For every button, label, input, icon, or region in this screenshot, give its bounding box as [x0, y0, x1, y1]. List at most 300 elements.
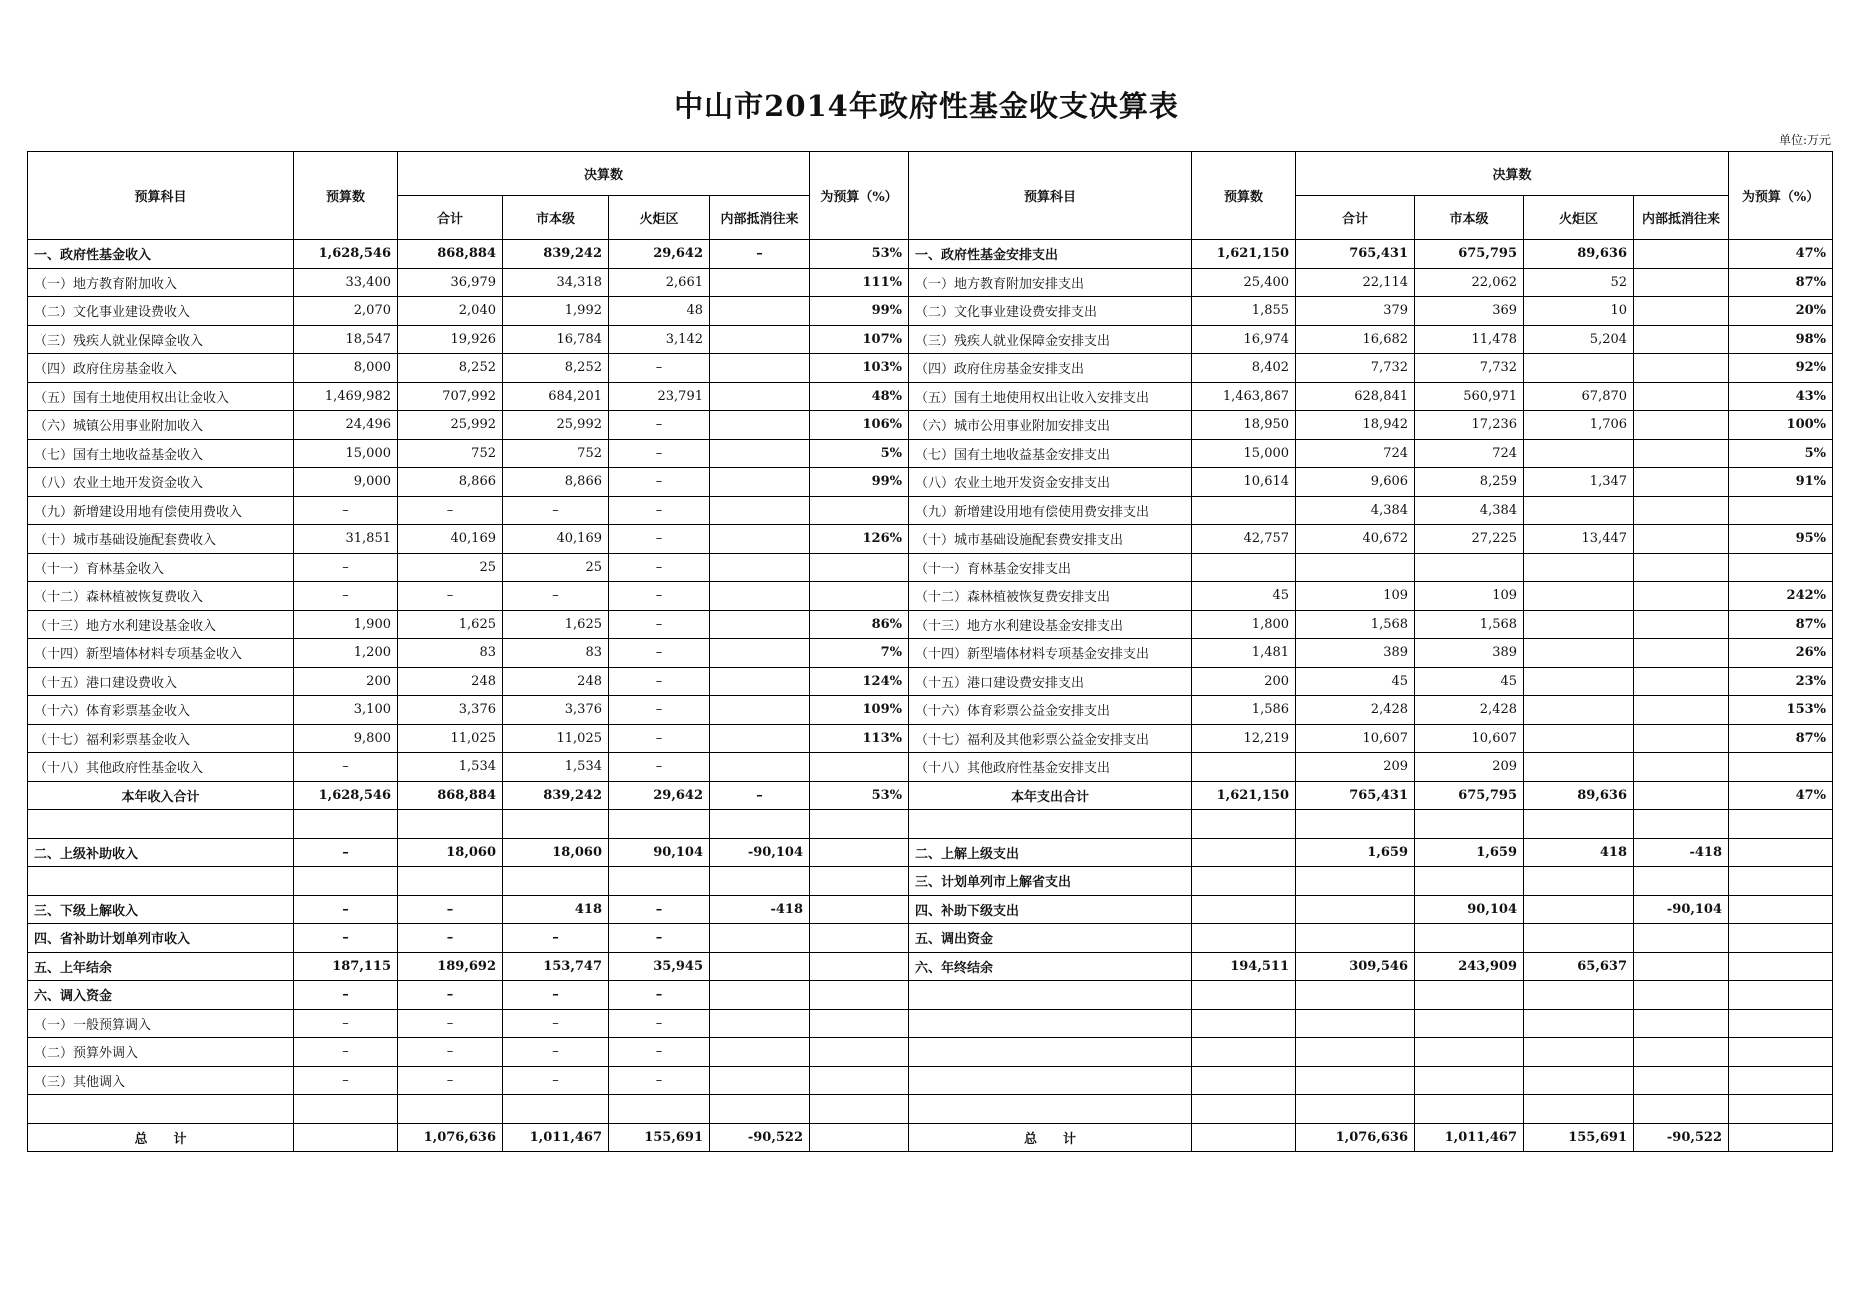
expense-city-cell: [1415, 867, 1524, 896]
table-row: [28, 1009, 1833, 1038]
expense-subject-cell: （十三）地方水利建设基金安排支出: [909, 610, 1192, 639]
expense-offset-cell: [1634, 468, 1729, 497]
expense-torch-cell: [1524, 924, 1634, 953]
income-subject-cell: [28, 1095, 294, 1124]
expense-pct-cell: [1729, 753, 1833, 782]
expense-torch-cell: [1524, 582, 1634, 611]
expense-subject-cell: [909, 981, 1192, 1010]
expense-torch-cell: [1524, 610, 1634, 639]
expense-total-cell: 16,682: [1296, 325, 1415, 354]
income-budget-cell: –: [294, 1009, 398, 1038]
income-city-cell: [503, 1095, 609, 1124]
expense-pct-cell: [1729, 553, 1833, 582]
income-torch-cell: –: [609, 895, 710, 924]
expense-torch-cell: 1,347: [1524, 468, 1634, 497]
table-row: [28, 1066, 1833, 1095]
header-row-1: [28, 152, 1833, 196]
expense-offset-cell: [1634, 268, 1729, 297]
income-total-cell: 707,992: [398, 382, 503, 411]
income-pct-cell: 126%: [810, 525, 909, 554]
expense-pct-cell: [1729, 496, 1833, 525]
table-row: [28, 696, 1833, 725]
income-torch-cell: –: [609, 1066, 710, 1095]
income-total-cell: [398, 1095, 503, 1124]
expense-budget-cell: [1192, 895, 1296, 924]
expense-torch-cell: [1524, 354, 1634, 383]
expense-total-cell: 9,606: [1296, 468, 1415, 497]
income-city-cell: 248: [503, 667, 609, 696]
table-row: [28, 952, 1833, 981]
income-offset-cell: [710, 1038, 810, 1067]
income-torch-cell: –: [609, 696, 710, 725]
income-torch-cell: [609, 810, 710, 839]
expense-total-cell: 1,076,636: [1296, 1123, 1415, 1152]
income-total-cell: 3,376: [398, 696, 503, 725]
expense-torch-cell: 13,447: [1524, 525, 1634, 554]
expense-torch-cell: [1524, 724, 1634, 753]
expense-pct-cell: 26%: [1729, 639, 1833, 668]
income-subject-cell: （九）新增建设用地有偿使用费收入: [28, 496, 294, 525]
header-total-left: 合计: [398, 196, 503, 240]
expense-torch-cell: [1524, 553, 1634, 582]
expense-offset-cell: [1634, 924, 1729, 953]
income-budget-cell: [294, 810, 398, 839]
income-subject-cell: （八）农业土地开发资金收入: [28, 468, 294, 497]
expense-torch-cell: [1524, 1095, 1634, 1124]
expense-total-cell: 22,114: [1296, 268, 1415, 297]
table-row: [28, 781, 1833, 810]
expense-city-cell: 11,478: [1415, 325, 1524, 354]
expense-budget-cell: [1192, 553, 1296, 582]
expense-budget-cell: [1192, 1123, 1296, 1152]
unit-label: 单位:万元: [1778, 133, 1831, 147]
income-pct-cell: 7%: [810, 639, 909, 668]
expense-pct-cell: [1729, 1038, 1833, 1067]
expense-offset-cell: [1634, 1009, 1729, 1038]
expense-torch-cell: [1524, 696, 1634, 725]
income-city-cell: –: [503, 981, 609, 1010]
income-city-cell: 25: [503, 553, 609, 582]
expense-total-cell: 389: [1296, 639, 1415, 668]
income-offset-cell: [710, 981, 810, 1010]
expense-pct-cell: 153%: [1729, 696, 1833, 725]
income-offset-cell: [710, 724, 810, 753]
expense-offset-cell: [1634, 411, 1729, 440]
income-pct-cell: [810, 810, 909, 839]
expense-total-cell: 1,568: [1296, 610, 1415, 639]
header-offset-right: 内部抵消往来: [1634, 196, 1729, 240]
income-pct-cell: [810, 1038, 909, 1067]
expense-torch-cell: [1524, 753, 1634, 782]
expense-budget-cell: 45: [1192, 582, 1296, 611]
expense-total-cell: 379: [1296, 297, 1415, 326]
income-budget-cell: 18,547: [294, 325, 398, 354]
income-total-cell: 8,866: [398, 468, 503, 497]
expense-subject-cell: （十六）体育彩票公益金安排支出: [909, 696, 1192, 725]
income-offset-cell: [710, 753, 810, 782]
income-subject-cell: 六、调入资金: [28, 981, 294, 1010]
expense-torch-cell: [1524, 1009, 1634, 1038]
income-pct-cell: 107%: [810, 325, 909, 354]
expense-offset-cell: [1634, 1095, 1729, 1124]
income-city-cell: –: [503, 1066, 609, 1095]
income-torch-cell: 48: [609, 297, 710, 326]
income-budget-cell: 9,000: [294, 468, 398, 497]
header-torch-right: 火炬区: [1524, 196, 1634, 240]
expense-pct-cell: 23%: [1729, 667, 1833, 696]
income-city-cell: 1,992: [503, 297, 609, 326]
income-city-cell: 18,060: [503, 838, 609, 867]
expense-total-cell: [1296, 981, 1415, 1010]
header-budget-right: 预算数: [1192, 152, 1296, 240]
income-subject-cell: （七）国有土地收益基金收入: [28, 439, 294, 468]
income-city-cell: –: [503, 496, 609, 525]
header-city-left: 市本级: [503, 196, 609, 240]
expense-subject-cell: （九）新增建设用地有偿使用费安排支出: [909, 496, 1192, 525]
income-subject-cell: 总 计: [28, 1123, 294, 1152]
expense-subject-cell: （十五）港口建设费安排支出: [909, 667, 1192, 696]
expense-pct-cell: 100%: [1729, 411, 1833, 440]
expense-budget-cell: 1,481: [1192, 639, 1296, 668]
income-total-cell: 11,025: [398, 724, 503, 753]
expense-budget-cell: 1,800: [1192, 610, 1296, 639]
income-budget-cell: 1,628,546: [294, 781, 398, 810]
income-budget-cell: 24,496: [294, 411, 398, 440]
income-offset-cell: [710, 1009, 810, 1038]
income-total-cell: [398, 867, 503, 896]
income-total-cell: 248: [398, 667, 503, 696]
income-subject-cell: 一、政府性基金收入: [28, 240, 294, 269]
expense-city-cell: 675,795: [1415, 240, 1524, 269]
income-pct-cell: [810, 981, 909, 1010]
expense-torch-cell: [1524, 667, 1634, 696]
table-row: [28, 325, 1833, 354]
expense-pct-cell: 20%: [1729, 297, 1833, 326]
income-subject-cell: （四）政府住房基金收入: [28, 354, 294, 383]
expense-budget-cell: 1,586: [1192, 696, 1296, 725]
income-city-cell: [503, 867, 609, 896]
expense-pct-cell: 47%: [1729, 781, 1833, 810]
expense-subject-cell: 四、补助下级支出: [909, 895, 1192, 924]
expense-city-cell: 22,062: [1415, 268, 1524, 297]
income-budget-cell: –: [294, 753, 398, 782]
table-row: [28, 468, 1833, 497]
income-city-cell: –: [503, 924, 609, 953]
income-offset-cell: [710, 496, 810, 525]
income-torch-cell: –: [609, 639, 710, 668]
expense-pct-cell: [1729, 1066, 1833, 1095]
income-budget-cell: 3,100: [294, 696, 398, 725]
income-pct-cell: 48%: [810, 382, 909, 411]
income-offset-cell: [710, 582, 810, 611]
expense-offset-cell: [1634, 325, 1729, 354]
income-torch-cell: –: [609, 610, 710, 639]
income-torch-cell: –: [609, 496, 710, 525]
income-total-cell: 752: [398, 439, 503, 468]
income-budget-cell: 2,070: [294, 297, 398, 326]
income-subject-cell: （五）国有土地使用权出让金收入: [28, 382, 294, 411]
expense-budget-cell: [1192, 753, 1296, 782]
header-pct-left: 为预算（%）: [810, 152, 909, 240]
expense-torch-cell: [1524, 1038, 1634, 1067]
expense-offset-cell: -90,522: [1634, 1123, 1729, 1152]
income-offset-cell: [710, 411, 810, 440]
income-pct-cell: [810, 1009, 909, 1038]
expense-budget-cell: [1192, 867, 1296, 896]
table-row: [28, 240, 1833, 269]
income-city-cell: 684,201: [503, 382, 609, 411]
header-offset-left: 内部抵消往来: [710, 196, 810, 240]
income-subject-cell: （三）残疾人就业保障金收入: [28, 325, 294, 354]
expense-city-cell: 109: [1415, 582, 1524, 611]
income-offset-cell: [710, 810, 810, 839]
income-pct-cell: 99%: [810, 468, 909, 497]
expense-subject-cell: [909, 1009, 1192, 1038]
income-pct-cell: 99%: [810, 297, 909, 326]
income-total-cell: –: [398, 924, 503, 953]
expense-pct-cell: 87%: [1729, 610, 1833, 639]
income-total-cell: –: [398, 1066, 503, 1095]
expense-offset-cell: [1634, 724, 1729, 753]
table-row: [28, 496, 1833, 525]
expense-pct-cell: 95%: [1729, 525, 1833, 554]
expense-subject-cell: [909, 1038, 1192, 1067]
income-city-cell: 16,784: [503, 325, 609, 354]
expense-torch-cell: [1524, 439, 1634, 468]
expense-total-cell: 724: [1296, 439, 1415, 468]
income-subject-cell: （三）其他调入: [28, 1066, 294, 1095]
expense-torch-cell: 5,204: [1524, 325, 1634, 354]
income-city-cell: 83: [503, 639, 609, 668]
expense-subject-cell: （十）城市基础设施配套费安排支出: [909, 525, 1192, 554]
income-torch-cell: –: [609, 1038, 710, 1067]
expense-torch-cell: [1524, 895, 1634, 924]
expense-pct-cell: [1729, 838, 1833, 867]
income-torch-cell: –: [609, 1009, 710, 1038]
expense-total-cell: [1296, 810, 1415, 839]
income-offset-cell: [710, 354, 810, 383]
income-subject-cell: （十一）育林基金收入: [28, 553, 294, 582]
expense-city-cell: [1415, 924, 1524, 953]
table-row: [28, 924, 1833, 953]
income-torch-cell: –: [609, 411, 710, 440]
income-torch-cell: 3,142: [609, 325, 710, 354]
expense-torch-cell: 1,706: [1524, 411, 1634, 440]
income-total-cell: [398, 810, 503, 839]
income-city-cell: 153,747: [503, 952, 609, 981]
expense-offset-cell: [1634, 553, 1729, 582]
expense-torch-cell: 52: [1524, 268, 1634, 297]
income-torch-cell: 90,104: [609, 838, 710, 867]
page-title: 中山市2014年政府性基金收支决算表: [674, 89, 1179, 123]
table-row: [28, 724, 1833, 753]
expense-budget-cell: [1192, 1038, 1296, 1067]
expense-subject-cell: [909, 1066, 1192, 1095]
expense-city-cell: [1415, 810, 1524, 839]
income-torch-cell: 35,945: [609, 952, 710, 981]
income-pct-cell: [810, 924, 909, 953]
income-city-cell: 40,169: [503, 525, 609, 554]
income-torch-cell: 29,642: [609, 781, 710, 810]
income-city-cell: 11,025: [503, 724, 609, 753]
table-row: [28, 667, 1833, 696]
expense-pct-cell: [1729, 924, 1833, 953]
expense-city-cell: [1415, 981, 1524, 1010]
income-subject-cell: 三、下级上解收入: [28, 895, 294, 924]
expense-pct-cell: 5%: [1729, 439, 1833, 468]
fund-budget-table: [27, 151, 1833, 1152]
expense-offset-cell: [1634, 382, 1729, 411]
income-city-cell: 8,866: [503, 468, 609, 497]
expense-total-cell: [1296, 1038, 1415, 1067]
table-row: [28, 411, 1833, 440]
income-pct-cell: 53%: [810, 781, 909, 810]
income-subject-cell: （六）城镇公用事业附加收入: [28, 411, 294, 440]
expense-city-cell: 8,259: [1415, 468, 1524, 497]
income-torch-cell: [609, 867, 710, 896]
expense-offset-cell: [1634, 354, 1729, 383]
expense-subject-cell: 六、年终结余: [909, 952, 1192, 981]
table-row: [28, 981, 1833, 1010]
expense-subject-cell: （二）文化事业建设费安排支出: [909, 297, 1192, 326]
expense-subject-cell: （七）国有土地收益基金安排支出: [909, 439, 1192, 468]
income-subject-cell: （十二）森林植被恢复费收入: [28, 582, 294, 611]
expense-total-cell: 1,659: [1296, 838, 1415, 867]
income-total-cell: 19,926: [398, 325, 503, 354]
expense-total-cell: [1296, 895, 1415, 924]
expense-subject-cell: [909, 810, 1192, 839]
expense-pct-cell: [1729, 952, 1833, 981]
income-budget-cell: 8,000: [294, 354, 398, 383]
expense-city-cell: 243,909: [1415, 952, 1524, 981]
header-city-right: 市本级: [1415, 196, 1524, 240]
expense-subject-cell: （十八）其他政府性基金安排支出: [909, 753, 1192, 782]
income-budget-cell: 187,115: [294, 952, 398, 981]
income-city-cell: 1,625: [503, 610, 609, 639]
expense-pct-cell: 98%: [1729, 325, 1833, 354]
expense-budget-cell: 1,621,150: [1192, 781, 1296, 810]
expense-budget-cell: [1192, 981, 1296, 1010]
expense-subject-cell: （十四）新型墙体材料专项基金安排支出: [909, 639, 1192, 668]
expense-total-cell: 40,672: [1296, 525, 1415, 554]
expense-torch-cell: 67,870: [1524, 382, 1634, 411]
income-subject-cell: 四、省补助计划单列市收入: [28, 924, 294, 953]
income-subject-cell: （十七）福利彩票基金收入: [28, 724, 294, 753]
income-city-cell: –: [503, 1009, 609, 1038]
income-pct-cell: 103%: [810, 354, 909, 383]
income-budget-cell: –: [294, 553, 398, 582]
income-pct-cell: [810, 496, 909, 525]
income-budget-cell: –: [294, 496, 398, 525]
expense-torch-cell: [1524, 496, 1634, 525]
table-row: [28, 753, 1833, 782]
income-offset-cell: [710, 610, 810, 639]
income-torch-cell: 2,661: [609, 268, 710, 297]
income-torch-cell: [609, 1095, 710, 1124]
income-budget-cell: –: [294, 1038, 398, 1067]
income-subject-cell: （十六）体育彩票基金收入: [28, 696, 294, 725]
income-torch-cell: –: [609, 753, 710, 782]
income-offset-cell: [710, 696, 810, 725]
income-total-cell: –: [398, 981, 503, 1010]
expense-subject-cell: （十七）福利及其他彩票公益金安排支出: [909, 724, 1192, 753]
expense-torch-cell: 10: [1524, 297, 1634, 326]
income-pct-cell: [810, 838, 909, 867]
table-row: [28, 1038, 1833, 1067]
expense-pct-cell: 92%: [1729, 354, 1833, 383]
expense-pct-cell: [1729, 1009, 1833, 1038]
expense-offset-cell: [1634, 1066, 1729, 1095]
income-pct-cell: 109%: [810, 696, 909, 725]
table-row: [28, 382, 1833, 411]
expense-city-cell: 1,011,467: [1415, 1123, 1524, 1152]
expense-city-cell: [1415, 1038, 1524, 1067]
expense-offset-cell: [1634, 810, 1729, 839]
expense-budget-cell: [1192, 1009, 1296, 1038]
expense-torch-cell: 89,636: [1524, 240, 1634, 269]
expense-total-cell: 109: [1296, 582, 1415, 611]
expense-offset-cell: [1634, 696, 1729, 725]
expense-total-cell: [1296, 1009, 1415, 1038]
expense-offset-cell: [1634, 496, 1729, 525]
expense-subject-cell: （十一）育林基金安排支出: [909, 553, 1192, 582]
expense-city-cell: 10,607: [1415, 724, 1524, 753]
income-total-cell: –: [398, 1009, 503, 1038]
income-pct-cell: 113%: [810, 724, 909, 753]
expense-budget-cell: 16,974: [1192, 325, 1296, 354]
income-subject-cell: 五、上年结余: [28, 952, 294, 981]
expense-pct-cell: 47%: [1729, 240, 1833, 269]
table-row: [28, 354, 1833, 383]
expense-city-cell: 1,568: [1415, 610, 1524, 639]
income-offset-cell: [710, 924, 810, 953]
expense-pct-cell: 43%: [1729, 382, 1833, 411]
expense-total-cell: 309,546: [1296, 952, 1415, 981]
expense-city-cell: 675,795: [1415, 781, 1524, 810]
header-total-right: 合计: [1296, 196, 1415, 240]
income-pct-cell: 124%: [810, 667, 909, 696]
income-total-cell: –: [398, 895, 503, 924]
expense-budget-cell: 10,614: [1192, 468, 1296, 497]
table-row: [28, 810, 1833, 839]
income-offset-cell: [710, 639, 810, 668]
expense-subject-cell: 一、政府性基金安排支出: [909, 240, 1192, 269]
expense-total-cell: [1296, 924, 1415, 953]
income-budget-cell: –: [294, 981, 398, 1010]
expense-budget-cell: 200: [1192, 667, 1296, 696]
income-total-cell: 868,884: [398, 781, 503, 810]
expense-subject-cell: （十二）森林植被恢复费安排支出: [909, 582, 1192, 611]
expense-subject-cell: 三、计划单列市上解省支出: [909, 867, 1192, 896]
expense-city-cell: 209: [1415, 753, 1524, 782]
income-budget-cell: [294, 867, 398, 896]
expense-pct-cell: [1729, 1123, 1833, 1152]
income-budget-cell: [294, 1123, 398, 1152]
income-torch-cell: –: [609, 981, 710, 1010]
income-torch-cell: 23,791: [609, 382, 710, 411]
header-pct-right: 为预算（%）: [1729, 152, 1833, 240]
income-subject-cell: （一）地方教育附加收入: [28, 268, 294, 297]
income-city-cell: [503, 810, 609, 839]
expense-budget-cell: [1192, 838, 1296, 867]
income-pct-cell: [810, 582, 909, 611]
expense-subject-cell: [909, 1095, 1192, 1124]
income-budget-cell: 1,200: [294, 639, 398, 668]
income-city-cell: 418: [503, 895, 609, 924]
income-total-cell: 1,534: [398, 753, 503, 782]
income-budget-cell: 33,400: [294, 268, 398, 297]
income-subject-cell: （十五）港口建设费收入: [28, 667, 294, 696]
